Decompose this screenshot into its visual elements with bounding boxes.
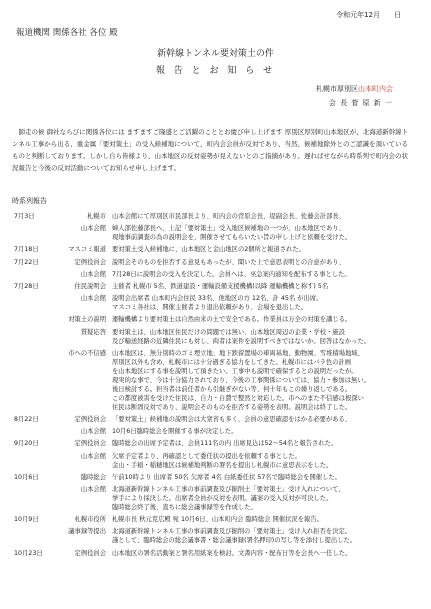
timeline-body: [112, 270, 418, 279]
section-title: 時系列報告: [12, 197, 47, 205]
timeline-body-line: 後日検討する。担当者は前任者から引継ぎがない等、何十年もこの繰り返しである。: [112, 385, 352, 393]
timeline-body: [112, 212, 418, 221]
timeline-body-line: 厚別区以外も含め、札幌市には十分過ぎる協力をしてきた。札幌市にはバラ色の計画: [112, 358, 352, 366]
timeline-body: [112, 485, 418, 512]
timeline-body-line: 金山・手稲・稲穂地区は候補地判断の署名を提出し札幌市に意思表示をした。: [112, 461, 333, 469]
timeline-label: 臨時総会: [80, 473, 106, 481]
timeline-body-line: 現実的な事で、今は十分協力されており、今後の工事関係については、協力・参加は無い。: [112, 376, 370, 384]
timeline-body: [112, 282, 418, 291]
timeline-date: 8月22日: [14, 416, 39, 423]
timeline-label: 定例役員会: [74, 440, 106, 448]
timeline-label: 市への不信感: [68, 349, 106, 357]
greeting-paragraph: 師走の候 御社ならびに関係各位には ますますご隆盛とご活躍のこととお慶び申し上げます 厚別区厚別町山本地区が、北海道新幹線トンネル工事から出る、重金属「要対策土」の受入候補地について、町内会会員が反対であり、当然、候補地除外とのご認識を頂いているものと判断しております。しかし自ら皆様より、山本地区の反対姿勢が見えないとのご指摘があり、遅ればせながら時系列で町内会の状況報告と今後の反対活動についてお知らせ申し上げます。: [12, 128, 409, 172]
timeline-label: 質疑応答: [80, 328, 106, 336]
timeline-body: [112, 349, 418, 412]
sender-role: 会 長 菅 原 新 一: [328, 99, 393, 107]
timeline-date: 9月20日: [14, 440, 39, 448]
timeline-body: [112, 315, 418, 324]
timeline-body-line: 謹として、臨時総会の総会議事書・総会議事録(署名押印)の写し等を添付し提出した。: [112, 537, 357, 545]
timeline-body-line: 住民は断固反対であり、説明会そのものを拒否する姿勢を表明。説明会は終了した。: [112, 403, 352, 411]
recipients-line: 報道機関 関係各社 各位 殿: [16, 28, 118, 38]
timeline-body-line: 10月6日臨時総会を開催する事が決定した。: [112, 428, 238, 436]
timeline-body-line: 要対策土は、山本地区住民だけの問題では無い、山本地区周辺の企業・学校・施設: [112, 328, 345, 336]
timeline-body: [112, 452, 418, 470]
timeline-body-line: 北海道新幹線トンネル工事の事前調査及び掘削土「要対策土」受け入れについて、: [112, 486, 345, 493]
timeline-label: 山本会館: [80, 295, 106, 303]
sender-org-highlight: 山本町内会: [358, 85, 393, 93]
timeline-body-line: この都度被害を受けた住民は、自力・自費で整然と対応した。市へのまた不信感は根深い: [112, 394, 364, 402]
timeline-body: [112, 415, 418, 424]
timeline-label: 定例役員会: [74, 258, 106, 266]
timeline-body: [112, 439, 418, 448]
timeline-body-line: 要対策土受入候補地に、山本地区と金山地区の2個所と報道された。: [112, 246, 305, 254]
timeline-body: [112, 515, 418, 524]
timeline-body-line: 及び輸送経路の近隣住民にも対し、両者は案件を説明すべきではないか。回答はなかった。: [112, 337, 371, 345]
timeline-body: [112, 473, 418, 482]
timeline-date: 10月23日: [14, 549, 43, 557]
timeline-body-line: 札幌市長 秋元克広殿 宛 10月6日、山本町内会 臨時総会 開催状況を報告。: [112, 516, 323, 524]
timeline-date: 7月18日: [14, 246, 39, 254]
timeline-body: [112, 527, 418, 545]
timeline-body: [112, 245, 418, 254]
timeline-body-line: 欠席予定者より、再確認として委任状の提出を依頼する事とした。: [112, 452, 301, 460]
timeline-body-line: 山本地区は、無分別時のゴミ埋立地、地下鉄留置場の車両基地、動物園、雪堆積場地域、: [112, 349, 364, 357]
timeline-date: 10月9日: [14, 516, 39, 524]
timeline-date: 7月3日: [14, 213, 35, 220]
timeline-body: [112, 328, 418, 346]
timeline-label: 山本会館: [80, 452, 106, 460]
timeline-label: 定例役員会: [74, 549, 106, 557]
timeline-body: [112, 224, 418, 242]
timeline-body-line: 挙手により採決した。出席者全員が反対を表明。議案の受入反対が可決した。: [112, 495, 333, 502]
timeline-date: 7月28日: [14, 283, 39, 290]
timeline-body-line: 現地事前調査の為の説明会を、開催させてもらいたい旨の申し上げと依頼を受けた。: [112, 234, 352, 242]
timeline-body: [112, 427, 418, 436]
timeline-body: [112, 549, 418, 558]
timeline-label: 山本会館: [80, 270, 106, 278]
document-date: 令和元年12月 日: [336, 11, 401, 19]
timeline-label: 山本会館: [80, 486, 106, 493]
timeline-log: [0, 212, 431, 609]
sender-org-prefix: 札幌市厚別区: [316, 85, 358, 93]
timeline-label: 対策土の説明: [68, 316, 106, 324]
timeline-body-line: 臨時総会の出席予定者は、会員111名の内 出席見込は52〜54名と報告された。: [112, 440, 338, 448]
timeline-body-line: 婦人部佐藤部長へ、上記「要対策土」受入地区候補地の一つが、山本地区であり、: [112, 225, 345, 233]
timeline-body-line: 臨時総会終了後、直ちに総会議事録等を作成した。: [112, 504, 257, 511]
timeline-date: 7月22日: [14, 258, 39, 266]
timeline-label: 住民説明会: [74, 283, 106, 290]
timeline-label: 山本会館: [80, 428, 106, 436]
document-subtitle: 報 告 と お 知 ら せ: [155, 66, 276, 76]
timeline-body-line: 北海道新幹線トンネル工事の事前調査及び掘削の「要対策土」受け入れ拒否を決定。: [112, 528, 352, 536]
sender-organization: [316, 84, 393, 94]
timeline-body-line: 7月28日に説明会の受入を決定した。会員へは、巫急案内通知を配布する事とした。: [112, 270, 351, 278]
timeline-label: 議事録等提出: [68, 528, 106, 536]
document-title: 新幹線トンネル要対策土の件: [157, 49, 274, 59]
timeline-body-line: 山本会館にて厚別区市民部長より、町内会の菅原会長、堤副会長、佐藤会計部長、: [112, 213, 345, 220]
timeline-body-line: 山本地区の署名活動案と署名用紙案を検討。文書内容・配布日等を会長へ一任した。: [112, 549, 352, 557]
timeline-label: 山本会館: [80, 225, 106, 233]
timeline-label: 札幌市: [87, 213, 106, 220]
timeline-body-line: 午前10時より 出席者 50名 欠席者 4名 白紙委任状 57名で臨時総会を開催した。: [112, 473, 341, 481]
timeline-label: マスコミ報道: [68, 246, 106, 254]
timeline-body-line: 説明会出席者 山本町内会住民 33名、他地区の方 12名、計 45名 が出席。: [112, 295, 323, 303]
timeline-body: [112, 294, 418, 312]
timeline-body-line: 運輸機構より要対策土は自然由来の土で安全である。作業員は万全の対策を講じる。: [112, 316, 352, 324]
timeline-body-line: 「要対策土」候補地の説明会は大衆省も多く、会員の意思確認をはかる必要がある、: [112, 416, 352, 423]
timeline-body: [112, 258, 418, 267]
timeline-body-line: を山本地区にする事を説明して頂きたい。工事中も説明で確保するとの説明だったが。: [112, 367, 358, 375]
timeline-label: 札幌市役所: [74, 516, 106, 524]
timeline-date: 10月6日: [14, 473, 39, 481]
timeline-body-line: 主催者 札幌市 5名、鉄道建設・運輸設備支援機構(以降 運輸機構と称す) 5名: [112, 283, 329, 290]
timeline-body-line: マスコミ各社は、開催主催者より退出依頼があり、会場を退出した。: [112, 304, 308, 312]
timeline-label: 定例役員会: [74, 416, 106, 423]
timeline-body-line: 説明会そのものを拒否する意見もあったが、聞いた上で意思表明との合意があり、: [112, 258, 345, 266]
